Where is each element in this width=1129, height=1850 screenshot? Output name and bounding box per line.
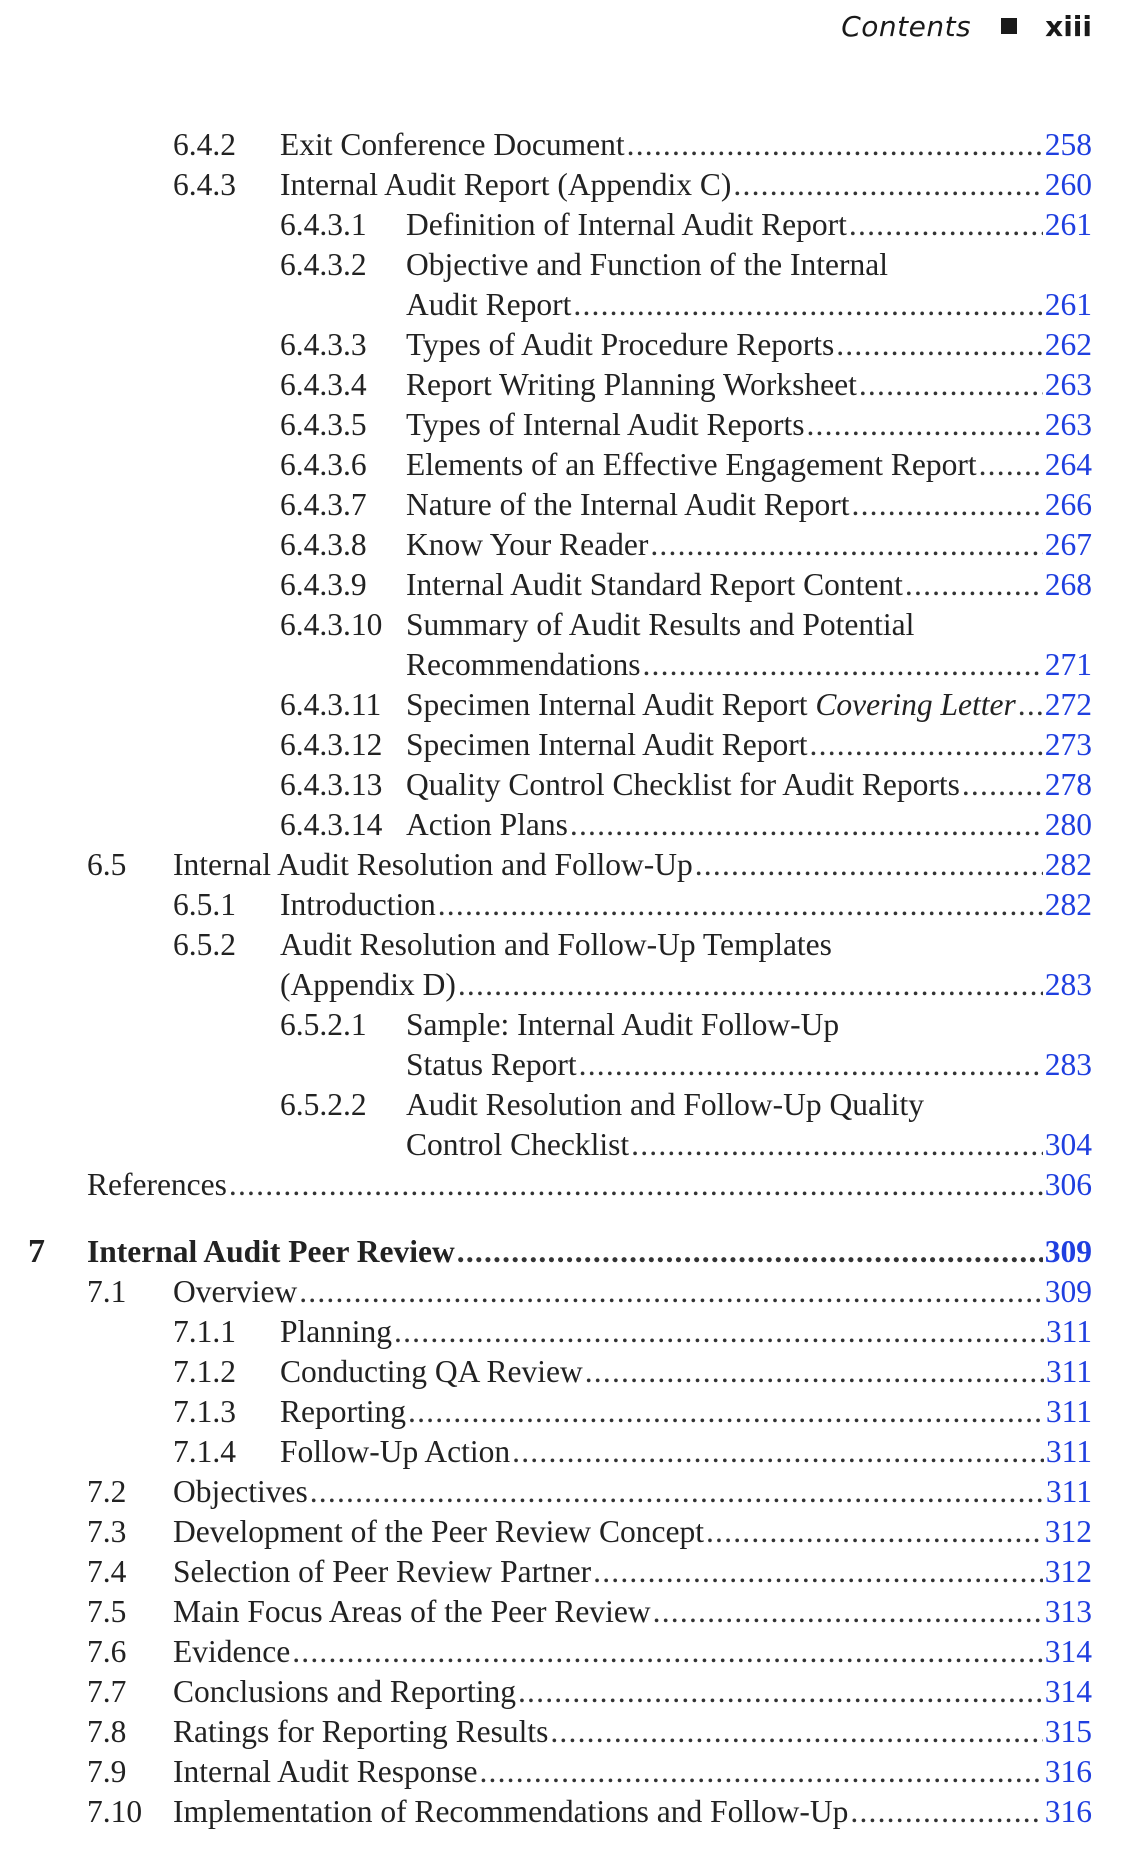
toc-entry[interactable] [406,525,1092,565]
toc-entry[interactable] [173,1552,1092,1592]
toc-page-link[interactable]: 283 [1044,967,1092,1002]
toc-entry-title: Control Checklist [406,1127,630,1162]
toc-entry[interactable] [173,1512,1092,1552]
toc-entry-number: 7.6 [87,1634,127,1669]
dot-leader [550,1712,1042,1752]
running-header-title: Contents [841,9,972,43]
toc-entry-number: 6.4.3.2 [280,247,367,282]
toc-entry-title: Internal Audit Response [173,1754,478,1789]
toc-entry-number: 6.4.3.9 [280,567,367,602]
toc-entry-number: 6.4.3.10 [280,607,383,642]
toc-entry-title: Development of the Peer Review Concept [173,1514,704,1549]
dot-leader [850,1792,1042,1832]
dot-leader [570,805,1043,845]
toc-page-link[interactable]: 282 [1044,847,1092,882]
dot-leader [695,845,1043,885]
toc-page-link[interactable]: 263 [1044,407,1092,442]
toc-entry-number: 6.4.3.5 [280,407,367,442]
toc-entry-title: Objective and Function of the Internal [406,247,888,282]
running-header-page-number: xiii [1045,9,1092,43]
dot-leader [299,1272,1043,1312]
dot-leader [642,645,1042,685]
dot-leader [806,405,1042,445]
toc-entry[interactable] [406,445,1092,485]
dot-leader [733,165,1042,205]
toc-entry[interactable] [173,1792,1092,1832]
toc-entry-number: 7.7 [87,1674,127,1709]
toc-entry-title: Selection of Peer Review Partner [173,1554,592,1589]
toc-entry-title: Internal Audit Resolution and Follow-Up [173,847,693,882]
dot-leader [593,1552,1043,1592]
toc-entry-number: 6.4.3.14 [280,807,383,842]
toc-page-link[interactable]: 262 [1044,327,1092,362]
toc-entry[interactable] [173,1632,1092,1672]
toc-entry-title: Main Focus Areas of the Peer Review [173,1594,651,1629]
toc-page-link[interactable]: 268 [1044,567,1092,602]
toc-entry-number: 6.4.2 [173,127,236,162]
toc-entry-number: 7.8 [87,1714,127,1749]
dot-leader [650,525,1042,565]
toc-entry[interactable] [406,645,1092,685]
toc-entry-number: 6.4.3.13 [280,767,383,802]
toc-page-link[interactable]: 260 [1044,167,1092,202]
toc-entry-number: 6.5.2.1 [280,1007,367,1042]
toc-entry[interactable] [406,565,1092,605]
toc-entry [406,605,1092,645]
toc-page-link[interactable]: 282 [1044,887,1092,922]
toc-entry[interactable] [173,1672,1092,1712]
toc-page-link[interactable]: 314 [1044,1634,1092,1669]
toc-entry[interactable] [406,405,1092,445]
toc-entry-title: Internal Audit Standard Report Content [406,567,903,602]
toc-entry-title: Ratings for Reporting Results [173,1714,549,1749]
dot-leader [631,1125,1043,1165]
toc-entry-number: 6.4.3 [173,167,236,202]
dot-leader [836,325,1043,365]
toc-entry[interactable] [87,1165,1092,1205]
toc-page-link[interactable]: 263 [1044,367,1092,402]
toc-entry-number: 6.5 [87,847,127,882]
toc-entry[interactable] [280,1312,1092,1352]
dot-leader [979,445,1043,485]
toc-page-link[interactable]: 306 [1044,1167,1092,1202]
toc-entry-title: Follow-Up Action [280,1434,511,1469]
toc-page-link[interactable]: 309 [1044,1234,1092,1269]
toc-entry[interactable] [406,765,1092,805]
toc-entry[interactable] [406,325,1092,365]
dot-leader [573,285,1042,325]
toc-entry-title: Reporting [280,1394,406,1429]
toc-entry[interactable] [173,1712,1092,1752]
dot-leader [518,1672,1043,1712]
toc-entry-number: 7.2 [87,1474,127,1509]
toc-entry[interactable] [406,1125,1092,1165]
dot-leader [810,725,1043,765]
toc-entry-number: 7 [28,1233,45,1270]
toc-page-link[interactable]: 258 [1044,127,1092,162]
toc-entry-title: Types of Audit Procedure Reports [406,327,835,362]
toc-page-link[interactable]: 272 [1044,687,1092,722]
toc-entry[interactable] [280,1392,1092,1432]
toc-page-link[interactable]: 266 [1044,487,1092,522]
toc-page-link[interactable]: 311 [1045,1354,1092,1389]
toc-entry-title: Conducting QA Review [280,1354,583,1389]
toc-entry-title: Objectives [173,1474,308,1509]
toc-entry-title-italic: Covering Letter [807,687,1016,722]
toc-page-link[interactable]: 271 [1044,647,1092,682]
toc-entry-number: 6.4.3.6 [280,447,367,482]
toc-page-link[interactable]: 264 [1044,447,1092,482]
toc-entry[interactable] [173,1272,1092,1312]
toc-entry-number: 6.4.3.4 [280,367,367,402]
toc-entry-title: Planning [280,1314,393,1349]
toc-entry-title: Recommendations [406,647,641,682]
toc-entry-title: (Appendix D) [280,967,456,1002]
dot-leader [1018,685,1043,725]
toc-page-link[interactable]: 311 [1045,1314,1092,1349]
toc-page-link[interactable]: 304 [1044,1127,1092,1162]
toc-entry[interactable] [173,1752,1092,1792]
toc-entry-title: Internal Audit Peer Review [87,1234,455,1269]
toc-page-link[interactable]: 311 [1045,1394,1092,1429]
toc-entry-number: 7.3 [87,1514,127,1549]
toc-entry-title: Sample: Internal Audit Follow-Up [406,1007,840,1042]
toc-entry [406,1005,1092,1045]
dot-leader [512,1432,1044,1472]
toc-entry-number: 6.4.3.8 [280,527,367,562]
toc-entry-title: Summary of Audit Results and Potential [406,607,915,642]
dot-leader [458,965,1043,1005]
toc-page-link[interactable]: 314 [1044,1674,1092,1709]
toc-entry[interactable] [280,885,1092,925]
toc-entry-number: 7.5 [87,1594,127,1629]
toc-entry[interactable] [406,365,1092,405]
dot-leader [962,765,1043,805]
dot-leader [905,565,1043,605]
toc-entry-title: Report Writing Planning Worksheet [406,367,857,402]
toc-entry-title: Definition of Internal Audit Report [406,207,847,242]
toc-entry-number: 7.1.3 [173,1394,236,1429]
toc-entry[interactable] [406,725,1092,765]
dot-leader [408,1392,1044,1432]
toc-entry[interactable] [406,285,1092,325]
toc-entry-title: Implementation of Recommendations and Follow-Up [173,1794,849,1829]
toc-entry-title: Types of Internal Audit Reports [406,407,805,442]
toc-entry-number: 7.1.1 [173,1314,236,1349]
toc-entry-number: 7.9 [87,1754,127,1789]
toc-page-link[interactable]: 313 [1044,1594,1092,1629]
dot-leader [585,1352,1044,1392]
dot-leader [479,1752,1042,1792]
toc-entry-title: Nature of the Internal Audit Report [406,487,850,522]
toc-entry-title: Specimen Internal Audit Report [406,687,808,722]
toc-entry-title: Evidence [173,1634,291,1669]
toc-entry[interactable] [406,685,1092,725]
dot-leader [852,485,1043,525]
toc-entry-number: 7.4 [87,1554,127,1589]
toc-entry-number: 6.5.2 [173,927,236,962]
toc-page-link[interactable]: 261 [1044,207,1092,242]
toc-entry-number: 7.1.2 [173,1354,236,1389]
dot-leader [394,1312,1044,1352]
toc-entry-title: Audit Resolution and Follow-Up Templates [280,927,832,962]
dot-leader [579,1045,1043,1085]
toc-entry-title: Audit Resolution and Follow-Up Quality [406,1087,924,1122]
toc-entry-title: Conclusions and Reporting [173,1674,516,1709]
toc-page-link[interactable]: 312 [1044,1554,1092,1589]
toc-entry-title: Overview [173,1274,298,1309]
toc-entry-number: 7.1.4 [173,1434,236,1469]
toc-entry[interactable] [173,1592,1092,1632]
toc-entry-title: Exit Conference Document [280,127,625,162]
toc-entry[interactable] [406,205,1092,245]
toc-entry [280,925,1092,965]
toc-entry-number: 7.10 [87,1794,143,1829]
dot-leader [859,365,1043,405]
dot-leader [849,205,1043,245]
toc-page-link[interactable]: 316 [1044,1754,1092,1789]
toc-page-link[interactable]: 283 [1044,1047,1092,1082]
dot-leader [653,1592,1043,1632]
toc-entry-title: Specimen Internal Audit Report [406,727,808,762]
toc-entry-number: 6.4.3.11 [280,687,382,722]
dot-leader [438,885,1043,925]
toc-entry-number: 6.5.2.2 [280,1087,367,1122]
dot-leader [229,1165,1043,1205]
toc-page-link[interactable]: 261 [1044,287,1092,322]
toc-page-link[interactable]: 267 [1044,527,1092,562]
toc-entry[interactable] [280,165,1092,205]
toc-entry[interactable] [280,1432,1092,1472]
toc-entry[interactable] [406,1045,1092,1085]
toc-page-link[interactable]: 278 [1044,767,1092,802]
toc-entry-number: 7.1 [87,1274,127,1309]
toc-page-link[interactable]: 312 [1044,1514,1092,1549]
toc-entry[interactable] [406,805,1092,845]
toc-entry-number: 6.5.1 [173,887,236,922]
toc-entry-number: 6.4.3.3 [280,327,367,362]
toc-entry[interactable] [280,965,1092,1005]
toc-page-link[interactable]: 309 [1044,1274,1092,1309]
toc-page-link[interactable]: 316 [1044,1794,1092,1829]
toc-entry-title: References [87,1167,227,1202]
toc-entry-title: Elements of an Effective Engagement Report [406,447,977,482]
dot-leader [457,1232,1043,1272]
toc-page-link[interactable]: 315 [1044,1714,1092,1749]
dot-leader [310,1472,1044,1512]
toc-page-link[interactable]: 311 [1045,1474,1092,1509]
toc-page-link[interactable]: 273 [1044,727,1092,762]
toc-entry-title: Audit Report [406,287,572,322]
toc-entry [406,1085,1092,1125]
toc-entry-number: 6.4.3.12 [280,727,383,762]
toc-entry[interactable] [406,485,1092,525]
toc-entry-title: Know Your Reader [406,527,649,562]
toc-entry[interactable] [280,125,1092,165]
toc-entry-title: Action Plans [406,807,568,842]
toc-entry[interactable] [173,845,1092,885]
toc-entry[interactable] [173,1472,1092,1512]
toc-entry [406,245,1092,285]
dot-leader [706,1512,1043,1552]
dot-leader [292,1632,1043,1672]
toc-entry[interactable] [87,1232,1092,1272]
toc-entry-title: Internal Audit Report (Appendix C) [280,167,732,202]
toc-entry-title: Status Report [406,1047,577,1082]
toc-page-link[interactable]: 311 [1045,1434,1092,1469]
toc-entry-title: Quality Control Checklist for Audit Reports [406,767,960,802]
toc-entry-number: 6.4.3.7 [280,487,367,522]
toc-entry-title: Introduction [280,887,436,922]
toc-entry-number: 6.4.3.1 [280,207,367,242]
toc-entry[interactable] [280,1352,1092,1392]
dot-leader [627,125,1043,165]
toc-page-link[interactable]: 280 [1044,807,1092,842]
